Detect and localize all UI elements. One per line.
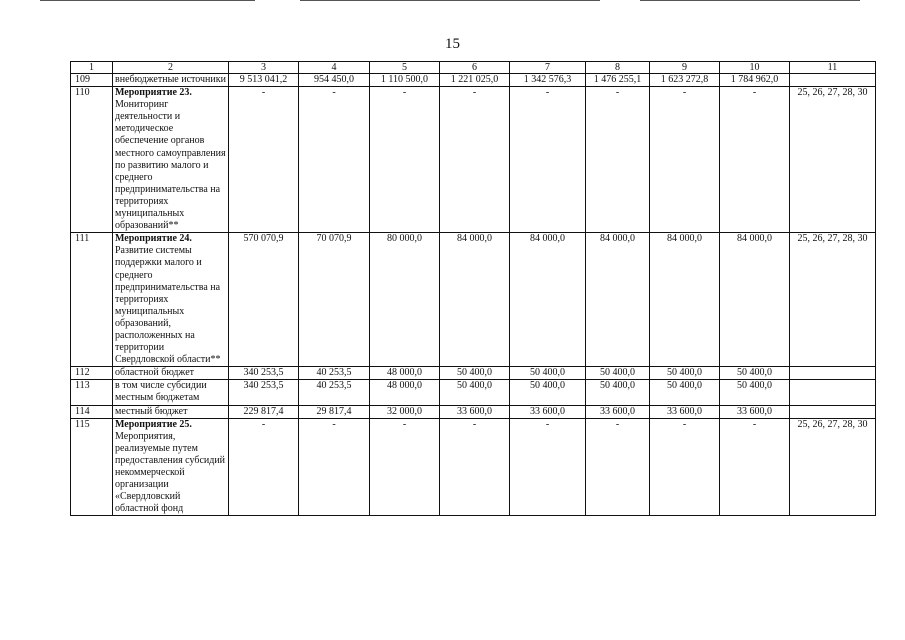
value-cell: 229 817,4: [229, 405, 299, 418]
value-cell: 340 253,5: [229, 367, 299, 380]
value-cell: -: [440, 418, 510, 516]
column-header: 4: [299, 62, 370, 74]
row-name: [113, 74, 229, 87]
column-header: 11: [790, 62, 876, 74]
table-row: [71, 74, 876, 87]
value-cell: 84 000,0: [440, 233, 510, 367]
value-cell: 33 600,0: [650, 405, 720, 418]
value-cell: 9 513 041,2: [229, 74, 299, 87]
value-cell: 48 000,0: [370, 380, 440, 405]
value-cell: 50 400,0: [510, 380, 586, 405]
target-refs: 25, 26, 27, 28, 30: [790, 87, 876, 233]
value-cell: 1 110 500,0: [370, 74, 440, 87]
column-header: 2: [113, 62, 229, 74]
row-number: 109: [71, 74, 113, 87]
value-cell: 50 400,0: [440, 367, 510, 380]
row-description: Мониторинг деятельности и методическое обеспечение органов местного самоуправления по развитию малого и среднего предпринимательства на территориях муниципальных образований**: [115, 99, 226, 232]
table-row: [71, 87, 876, 233]
target-refs: [790, 74, 876, 87]
row-name: [113, 380, 229, 405]
value-cell: -: [720, 87, 790, 233]
top-rule-mid: [300, 0, 600, 1]
column-header: 6: [440, 62, 510, 74]
table-row: [71, 405, 876, 418]
target-refs: [790, 405, 876, 418]
row-description: внебюджетные источники: [115, 74, 226, 85]
page-number: 15: [445, 36, 460, 52]
target-refs: 25, 26, 27, 28, 30: [790, 418, 876, 516]
value-cell: 1 784 962,0: [720, 74, 790, 87]
value-cell: 50 400,0: [650, 380, 720, 405]
column-header: 3: [229, 62, 299, 74]
table-header-row: [71, 62, 876, 74]
column-header: 10: [720, 62, 790, 74]
value-cell: 50 400,0: [650, 367, 720, 380]
row-name: [113, 405, 229, 418]
value-cell: 50 400,0: [586, 380, 650, 405]
row-number: 110: [71, 87, 113, 233]
value-cell: -: [370, 418, 440, 516]
value-cell: 29 817,4: [299, 405, 370, 418]
row-name: [113, 87, 229, 233]
row-number: 115: [71, 418, 113, 516]
value-cell: 84 000,0: [586, 233, 650, 367]
value-cell: 50 400,0: [510, 367, 586, 380]
column-header: 7: [510, 62, 586, 74]
column-header: 9: [650, 62, 720, 74]
table-row: [71, 380, 876, 405]
value-cell: 33 600,0: [720, 405, 790, 418]
value-cell: -: [650, 418, 720, 516]
column-header: 1: [71, 62, 113, 74]
value-cell: 50 400,0: [440, 380, 510, 405]
value-cell: -: [229, 87, 299, 233]
value-cell: -: [650, 87, 720, 233]
target-refs: [790, 367, 876, 380]
value-cell: 32 000,0: [370, 405, 440, 418]
target-refs: 25, 26, 27, 28, 30: [790, 233, 876, 367]
value-cell: -: [510, 418, 586, 516]
top-rule-left: [40, 0, 255, 1]
value-cell: -: [586, 87, 650, 233]
value-cell: 1 476 255,1: [586, 74, 650, 87]
value-cell: 50 400,0: [720, 380, 790, 405]
value-cell: 33 600,0: [440, 405, 510, 418]
row-description: в том числе субсидии местным бюджетам: [115, 380, 207, 404]
value-cell: -: [299, 87, 370, 233]
value-cell: -: [299, 418, 370, 516]
row-number: 113: [71, 380, 113, 405]
table-row: [71, 418, 876, 516]
row-name: [113, 367, 229, 380]
value-cell: 1 342 576,3: [510, 74, 586, 87]
column-header: 8: [586, 62, 650, 74]
top-rule-right: [640, 0, 860, 1]
table-row: [71, 233, 876, 367]
row-description: областной бюджет: [115, 367, 195, 379]
value-cell: -: [229, 418, 299, 516]
value-cell: -: [510, 87, 586, 233]
value-cell: 50 400,0: [586, 367, 650, 380]
row-name: [113, 418, 229, 516]
measure-title: Мероприятие 23.: [115, 87, 192, 99]
row-description: Мероприятия, реализуемые путем предоставления субсидий некоммерческой организации «Свердловский областной фонд: [115, 430, 226, 515]
measure-title: Мероприятие 25.: [115, 418, 192, 430]
row-description: Развитие системы поддержки малого и среднего предпринимательства на территориях муниципальных образований, расположенных на территории Свердловской области**: [115, 245, 221, 366]
value-cell: 1 221 025,0: [440, 74, 510, 87]
value-cell: 33 600,0: [586, 405, 650, 418]
value-cell: 50 400,0: [720, 367, 790, 380]
value-cell: 84 000,0: [720, 233, 790, 367]
table-row: [71, 367, 876, 380]
row-number: 114: [71, 405, 113, 418]
measure-title: Мероприятие 24.: [115, 233, 192, 245]
target-refs: [790, 380, 876, 405]
value-cell: 33 600,0: [510, 405, 586, 418]
budget-table: [70, 61, 876, 516]
value-cell: -: [720, 418, 790, 516]
value-cell: -: [586, 418, 650, 516]
value-cell: 570 070,9: [229, 233, 299, 367]
value-cell: -: [370, 87, 440, 233]
value-cell: 954 450,0: [299, 74, 370, 87]
value-cell: 80 000,0: [370, 233, 440, 367]
value-cell: 84 000,0: [650, 233, 720, 367]
column-header: 5: [370, 62, 440, 74]
row-name: [113, 233, 229, 367]
value-cell: 340 253,5: [229, 380, 299, 405]
value-cell: -: [440, 87, 510, 233]
value-cell: 1 623 272,8: [650, 74, 720, 87]
row-description: местный бюджет: [115, 405, 188, 417]
row-number: 112: [71, 367, 113, 380]
value-cell: 48 000,0: [370, 367, 440, 380]
row-number: 111: [71, 233, 113, 367]
value-cell: 70 070,9: [299, 233, 370, 367]
value-cell: 40 253,5: [299, 367, 370, 380]
value-cell: 84 000,0: [510, 233, 586, 367]
value-cell: 40 253,5: [299, 380, 370, 405]
